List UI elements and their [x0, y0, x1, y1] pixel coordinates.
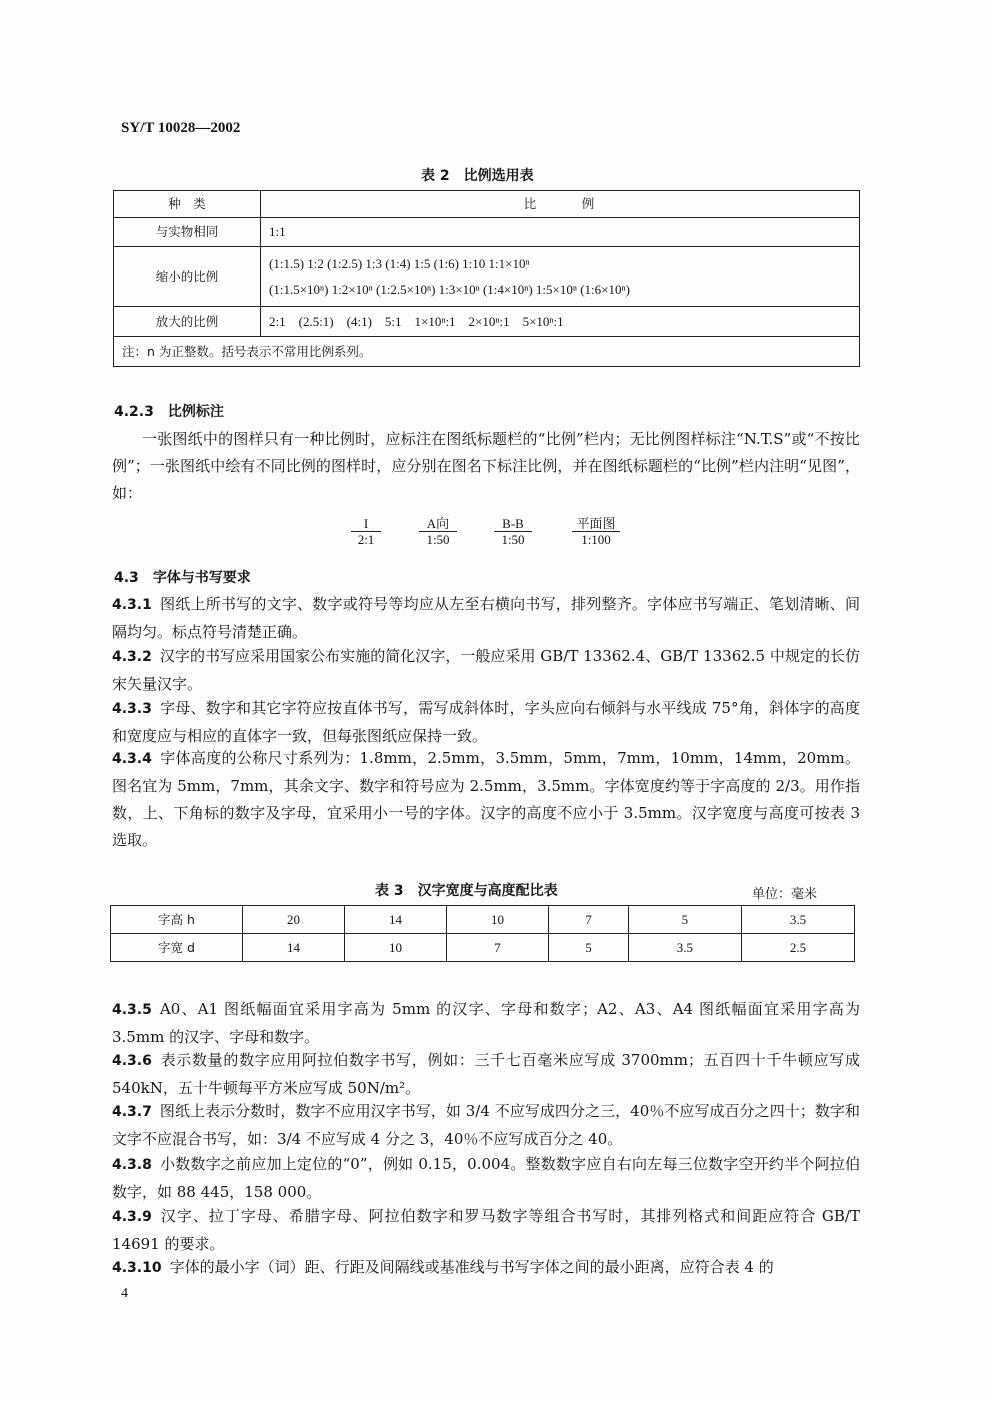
ratio-line: (1:1.5) 1:2 (1:2.5) 1:3 (1:4) 1:5 (1:6) 1:10 1:1×10ⁿ	[269, 255, 530, 271]
table-cell: 3.5	[628, 934, 741, 962]
clause-text: 字体的最小字（词）距、行距及间隔线或基准线与书写字体之间的最小距离，应符合表 4 的	[169, 1258, 774, 1276]
table-cell: 5	[628, 906, 741, 934]
row-kind: 与实物相同	[114, 218, 261, 247]
header-ratio: 比 例	[261, 191, 860, 218]
ratio-line: (1:1.5×10ⁿ) 1:2×10ⁿ (1:2.5×10ⁿ) 1:3×10ⁿ (1:4×10ⁿ) 1:5×10ⁿ (1:6×10ⁿ)	[269, 281, 630, 297]
paragraph-4-2-3: 一张图纸中的图样只有一种比例时，应标注在图纸标题栏的“比例”栏内；无比例图样标注“N.T.S”或“不按比例”；一张图纸中绘有不同比例的图样时，应分别在图名下标注比例，并在图纸标题栏的“比例”栏内注明“见图”，如：	[112, 430, 860, 502]
table-note: 注：n 为正整数。括号表示不常用比例系列。	[114, 337, 860, 367]
paragraph-4-3-6	[112, 1047, 860, 1102]
table-note-row	[114, 337, 860, 367]
row-ratio: 2:1 (2.5:1) (4:1) 5:1 1×10ⁿ:1 2×10ⁿ:1 5×10ⁿ:1	[261, 307, 860, 337]
table-cell: 5	[549, 934, 629, 962]
ratio-selection-table	[113, 190, 860, 367]
row-ratio: 1:1	[261, 218, 860, 247]
scale-annotation-examples	[0, 516, 992, 556]
section-title: 字体与书写要求	[152, 570, 251, 586]
page-number: 4	[121, 1286, 128, 1301]
clause-number: 4.3.2	[112, 649, 152, 665]
clause-number: 4.3.6	[112, 1053, 152, 1069]
clause-text: A0、A1 图纸幅面宜采用字高为 5mm 的汉字、字母和数字；A2、A3、A4 图纸幅面宜采用字高为 3.5mm 的汉字、字母和数字。	[112, 1000, 860, 1046]
table3-caption	[375, 880, 558, 900]
row-label: 字宽 d	[111, 934, 243, 962]
table-row	[111, 934, 855, 962]
clause-text: 表示数量的数字应用阿拉伯数字书写，例如：三千七百毫米应写成 3700mm；五百四十千牛顿应写成 540kN，五十牛顿每平方米应写成 50N/m²。	[112, 1051, 860, 1097]
section-number: 4.2.3	[114, 404, 154, 420]
clause-number: 4.3.8	[112, 1157, 152, 1173]
scale-fraction	[351, 516, 381, 547]
table-cell: 7	[549, 906, 629, 934]
fraction-title: A向	[419, 516, 457, 532]
fraction-scale: 2:1	[357, 532, 375, 547]
clause-text: 字体高度的公称尺寸系列为：1.8mm，2.5mm，3.5mm，5mm，7mm，10mm，14mm，20mm。图名宜为 5mm，7mm，其余文字、数字和符号应为 2.5mm，3.5mm。字体宽度约等于字高度的 2/3。用作指数，上、下角标的数字及字母，宜采用小一号的字体。汉字的高度不应小于 3.5mm。汉字宽度与高度可按表 3 选取。	[112, 749, 860, 849]
table3-caption-number: 表 3	[375, 883, 404, 899]
paragraph-4-3-1	[112, 591, 860, 646]
scale-fraction	[494, 516, 532, 547]
table-cell: 7	[447, 934, 549, 962]
header-kind: 种 类	[114, 191, 261, 218]
fraction-scale: 1:100	[581, 532, 611, 547]
document-standard-number: SY/T 10028—2002	[121, 120, 241, 136]
fraction-scale: 1:50	[501, 532, 525, 547]
paragraph-4-3-7	[112, 1098, 860, 1153]
table-cell: 2.5	[741, 934, 854, 962]
clause-number: 4.3.5	[112, 1002, 152, 1018]
row-label: 字高 h	[111, 906, 243, 934]
fraction-title: I	[351, 516, 381, 532]
clause-text: 小数数字之前应加上定位的“0”，例如 0.15，0.004。整数数字应自右向左每三位数字空开约半个阿拉伯数字，如 88 445，158 000。	[112, 1155, 860, 1201]
paragraph-4-3-2	[112, 643, 860, 698]
row-ratio	[261, 247, 860, 307]
section-title: 比例标注	[167, 404, 224, 420]
fraction-title: 平面图	[572, 516, 620, 532]
table-cell: 14	[345, 906, 447, 934]
paragraph-4-3-5	[112, 996, 860, 1051]
table-cell: 20	[243, 906, 345, 934]
clause-text: 图纸上所书写的文字、数字或符号等均应从左至右横向书写，排列整齐。字体应书写端正、笔划清晰、间隔均匀。标点符号清楚正确。	[112, 595, 860, 641]
scale-fraction	[572, 516, 620, 547]
table-cell: 10	[345, 934, 447, 962]
clause-number: 4.3.4	[112, 751, 152, 767]
table2-caption-number: 表 2	[421, 168, 450, 184]
scale-fraction	[419, 516, 457, 547]
table2-caption	[421, 165, 534, 185]
section-4-2-3-heading	[114, 401, 224, 421]
clause-text: 汉字、拉丁字母、希腊字母、阿拉伯数字和罗马数字等组合书写时，其排列格式和间距应符合 GB/T 14691 的要求。	[112, 1207, 860, 1253]
table-cell: 10	[447, 906, 549, 934]
fraction-scale: 1:50	[426, 532, 450, 547]
clause-text: 图纸上表示分数时，数字不应用汉字书写，如 3/4 不应写成四分之三，40％不应写成百分之四十；数字和文字不应混合书写，如：3/4 不应写成 4 分之 3，40％不应写成百分之 40。	[112, 1102, 860, 1148]
clause-number: 4.3.1	[112, 597, 152, 613]
paragraph-4-3-3	[112, 695, 860, 750]
clause-number: 4.3.3	[112, 701, 152, 717]
table-row	[114, 307, 860, 337]
character-width-height-table	[110, 905, 855, 962]
paragraph-4-3-8	[112, 1151, 860, 1206]
clause-text: 汉字的书写应采用国家公布实施的简化汉字，一般应采用 GB/T 13362.4、GB/T 13362.5 中规定的长仿宋矢量汉字。	[112, 647, 860, 693]
fraction-title: B-B	[494, 516, 532, 532]
section-4-3-heading	[114, 567, 251, 587]
row-kind: 缩小的比例	[114, 247, 261, 307]
table3-caption-title: 汉字宽度与高度配比表	[417, 883, 558, 899]
clause-number: 4.3.9	[112, 1209, 152, 1225]
row-kind: 放大的比例	[114, 307, 261, 337]
table-row	[114, 218, 860, 247]
clause-number: 4.3.10	[112, 1260, 162, 1276]
clause-number: 4.3.7	[112, 1104, 152, 1120]
table-header-row	[114, 191, 860, 218]
clause-text: 字母、数字和其它字符应按直体书写，需写成斜体时，字头应向右倾斜与水平线成 75°角，斜体字的高度和宽度应与相应的直体字一致，但每张图纸应保持一致。	[112, 699, 860, 745]
paragraph-4-3-10	[112, 1254, 860, 1282]
section-number: 4.3	[114, 570, 139, 586]
paragraph-4-3-9	[112, 1203, 860, 1258]
table3-unit: 单位：毫米	[752, 887, 818, 902]
paragraph-4-3-4	[112, 745, 860, 854]
table-cell: 3.5	[741, 906, 854, 934]
table-cell: 14	[243, 934, 345, 962]
table-row	[111, 906, 855, 934]
table-row	[114, 247, 860, 307]
table2-caption-title: 比例选用表	[463, 168, 534, 184]
